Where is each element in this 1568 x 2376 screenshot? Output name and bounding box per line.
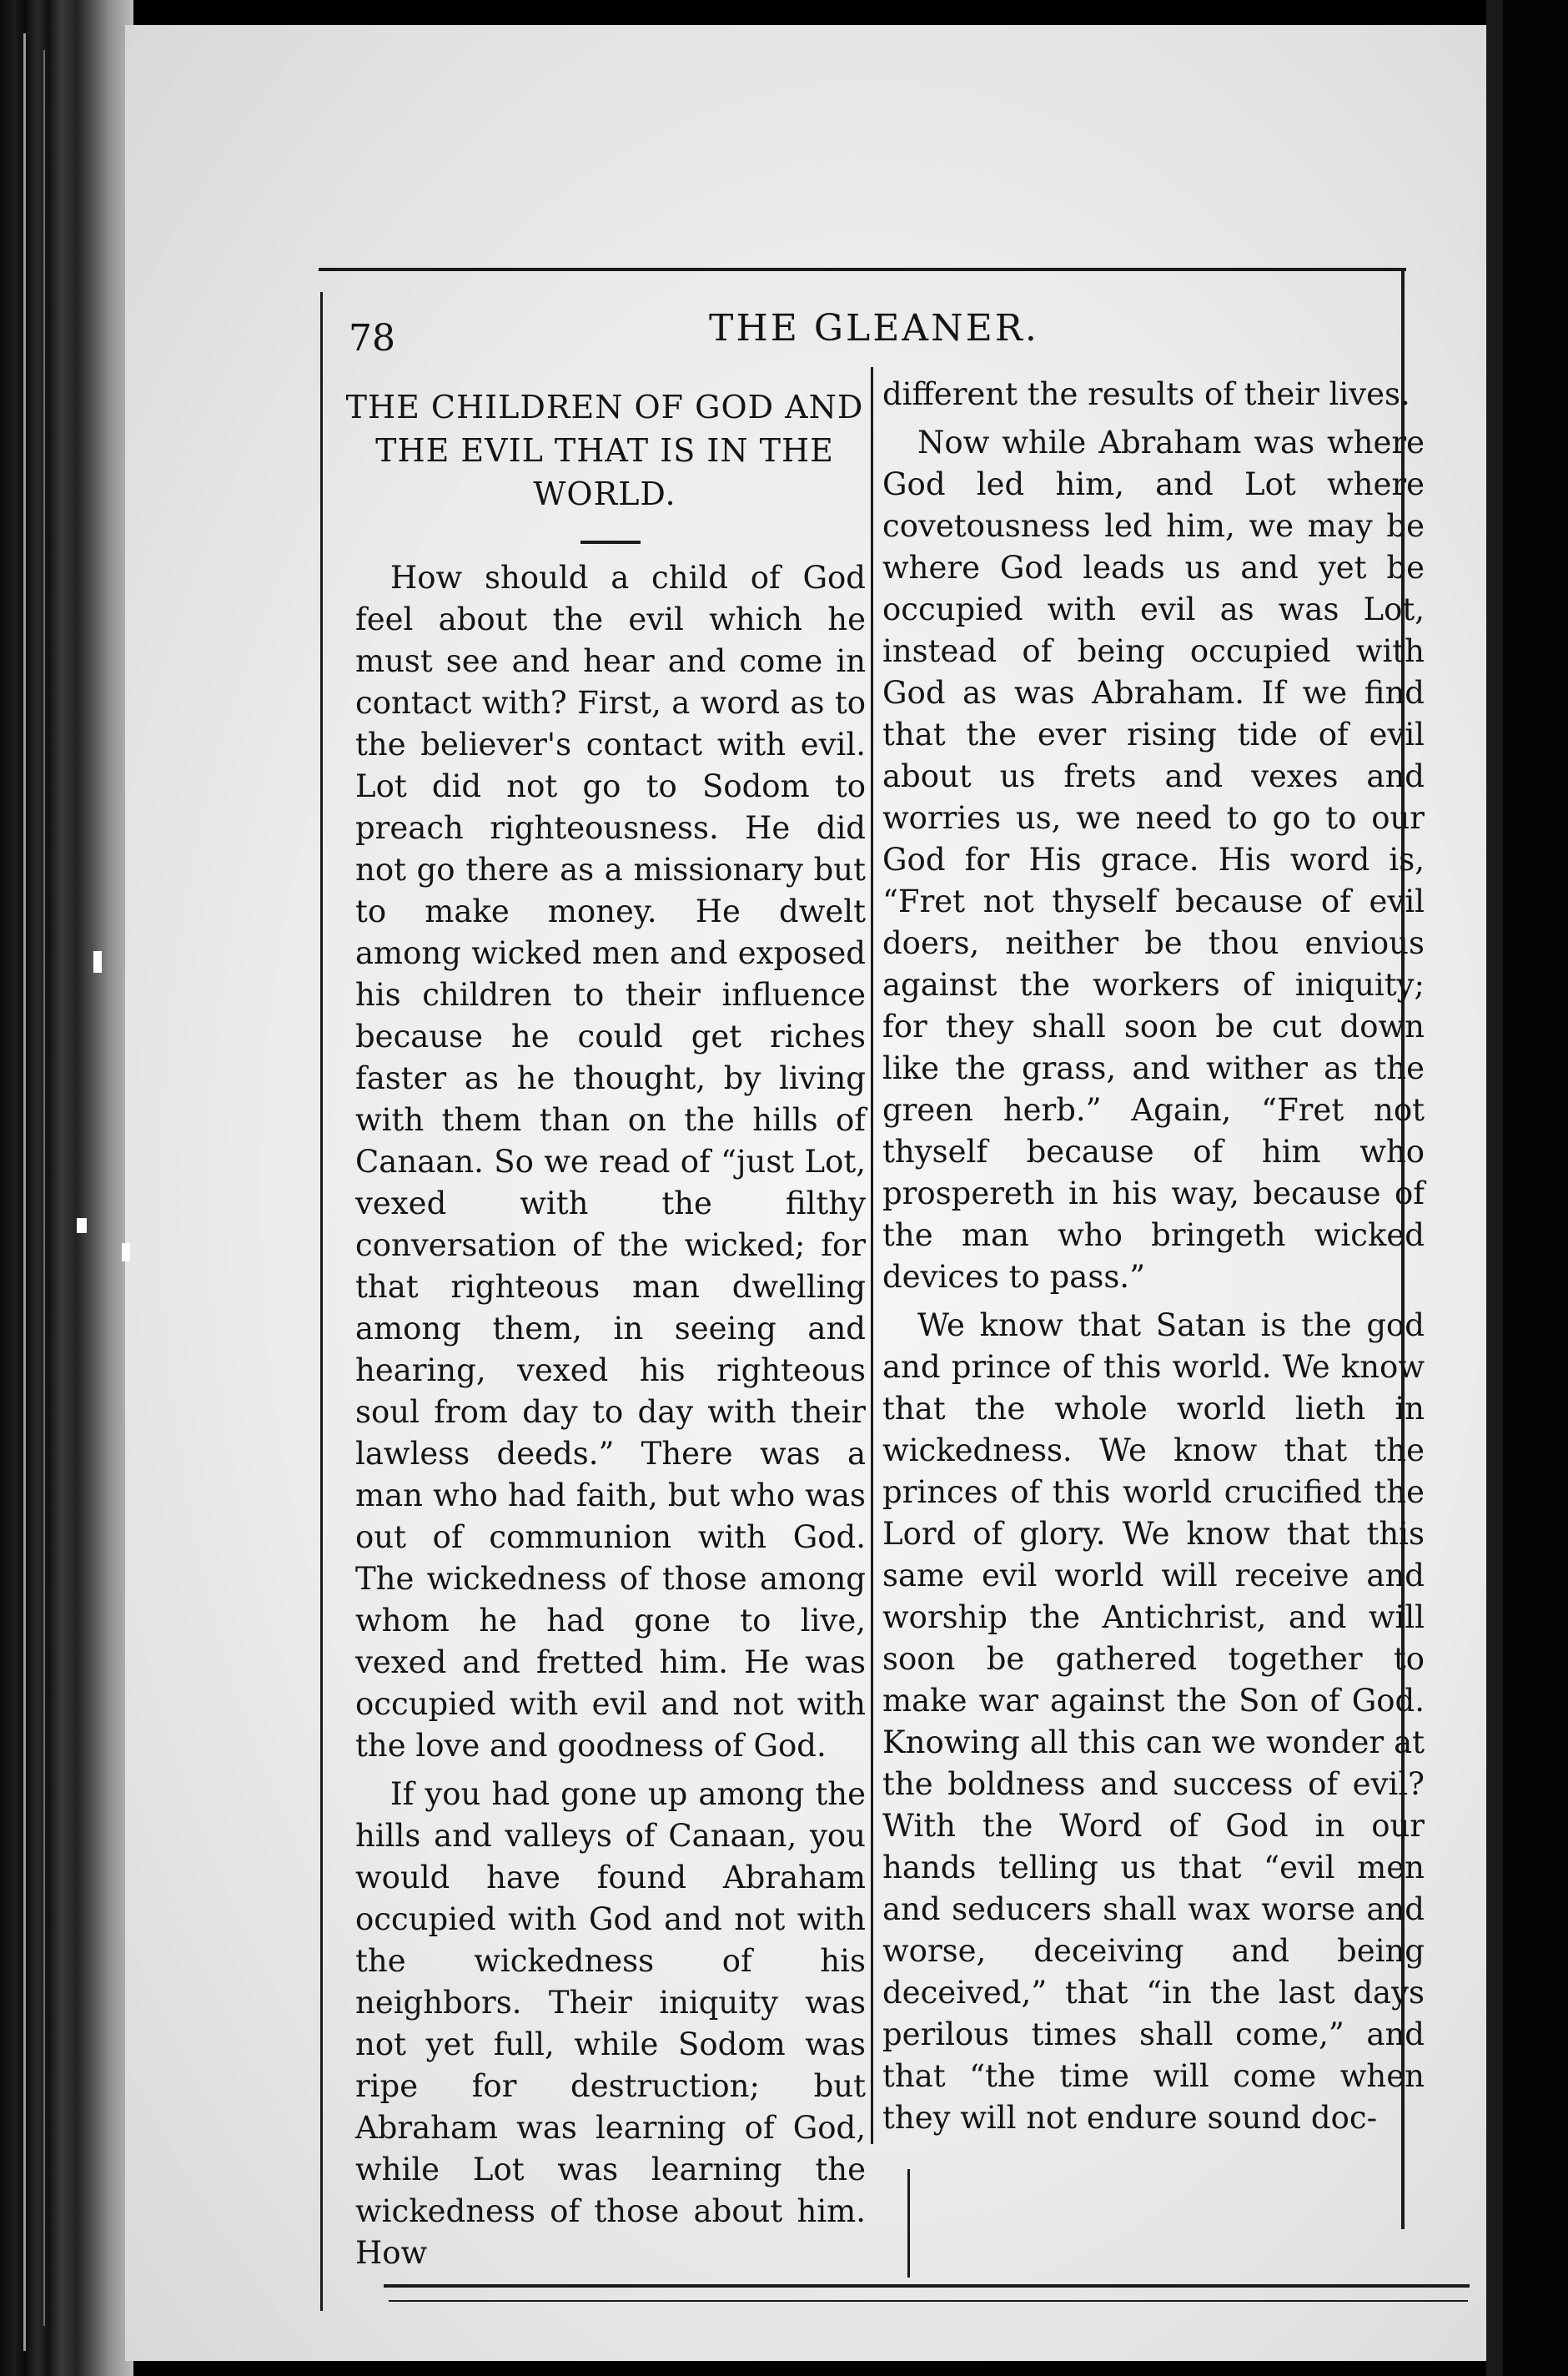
column-divider bbox=[907, 2169, 910, 2278]
frame-rule-top bbox=[319, 268, 1406, 271]
left-column bbox=[355, 557, 866, 2274]
title-divider bbox=[580, 541, 641, 544]
paragraph: How should a child of God feel about the evil which he must see and hear and come in contact with? First, a word as to the believer's contact with evil. Lot did not go to Sodom to preach righteousness. He did not go there as a missionary but to make money. He dwelt among wicked men and exposed his children to their influence because he could get riches faster as he thought, by living with them than on the hills of Canaan. So we read of “just Lot, vexed with the filthy conversation of the wicked; for that righteous man dwelling among them, in seeing and hearing, vexed his righteous soul from day to day with their lawless deeds.” There was a man who had faith, but who was out of communion with God. The wickedness of those among whom he had gone to live, vexed and fretted him. He was occupied with evil and not with the love and goodness of God. bbox=[355, 560, 866, 1764]
book-binding bbox=[0, 0, 133, 2376]
speck bbox=[77, 1218, 87, 1233]
paragraph: If you had gone up among the hills and valleys of Canaan, you would have found Abraham occupied with God and not with the wickedness of his neighbors. Their iniquity was not yet full, while Sodom was ripe for destruction; but Abraham was learning of God, while Lot was learning the wickedness of those about him. How bbox=[355, 1776, 866, 2271]
dark-margin bbox=[1486, 0, 1568, 2376]
frame-rule-bottom-thin bbox=[389, 2300, 1468, 2302]
paragraph: Now while Abraham was where God led him, and Lot where covetousness led him, we may be where God leads us and yet be occupied with evil as was Lot, instead of being occupied with God as was Abraham. If we find that the ever rising tide of evil about us frets and vexes and worries us, we need to go to our God for His grace. His word is, “Fret not thyself because of evil doers, neither be thou envious against the workers of iniquity; for they shall soon be cut down like the grass, and wither as the green herb.” Again, “Fret not thyself because of him who prospereth in his way, because of the man who bringeth wicked devices to pass.” bbox=[882, 425, 1425, 1295]
column-divider bbox=[871, 367, 873, 2144]
right-column bbox=[882, 374, 1425, 2139]
margin-band bbox=[1486, 0, 1503, 2376]
speck bbox=[93, 951, 102, 973]
paragraph: different the results of their lives. bbox=[882, 376, 1410, 412]
frame-rule-bottom bbox=[384, 2284, 1470, 2288]
paragraph: We know that Satan is the god and prince of this world. We know that the whole world lieth in wickedness. We know that the princes of this world crucified the Lord of glory. We know that this same evil world will receive and worship the Antichrist, and will soon be gathered together to make war against the Son of God. Knowing all this can we wonder at the boldness and success of evil? With the Word of God in our hands telling us that “evil men and seducers shall wax worse and worse, deceiving and being deceived,” that “in the last days perilous times shall come,” and that “the time will come when they will not endure sound doc- bbox=[882, 1307, 1425, 2136]
page-edge-line bbox=[43, 50, 45, 2326]
frame-rule-left bbox=[320, 292, 323, 2311]
article-title: THE CHILDREN OF GOD AND THE EVIL THAT IS IN THE WORLD. bbox=[345, 389, 864, 512]
speck bbox=[122, 1243, 130, 1261]
page-number: 78 bbox=[349, 317, 395, 360]
running-title: THE GLEANER. bbox=[709, 307, 1039, 350]
page-edge-line bbox=[23, 33, 26, 2351]
